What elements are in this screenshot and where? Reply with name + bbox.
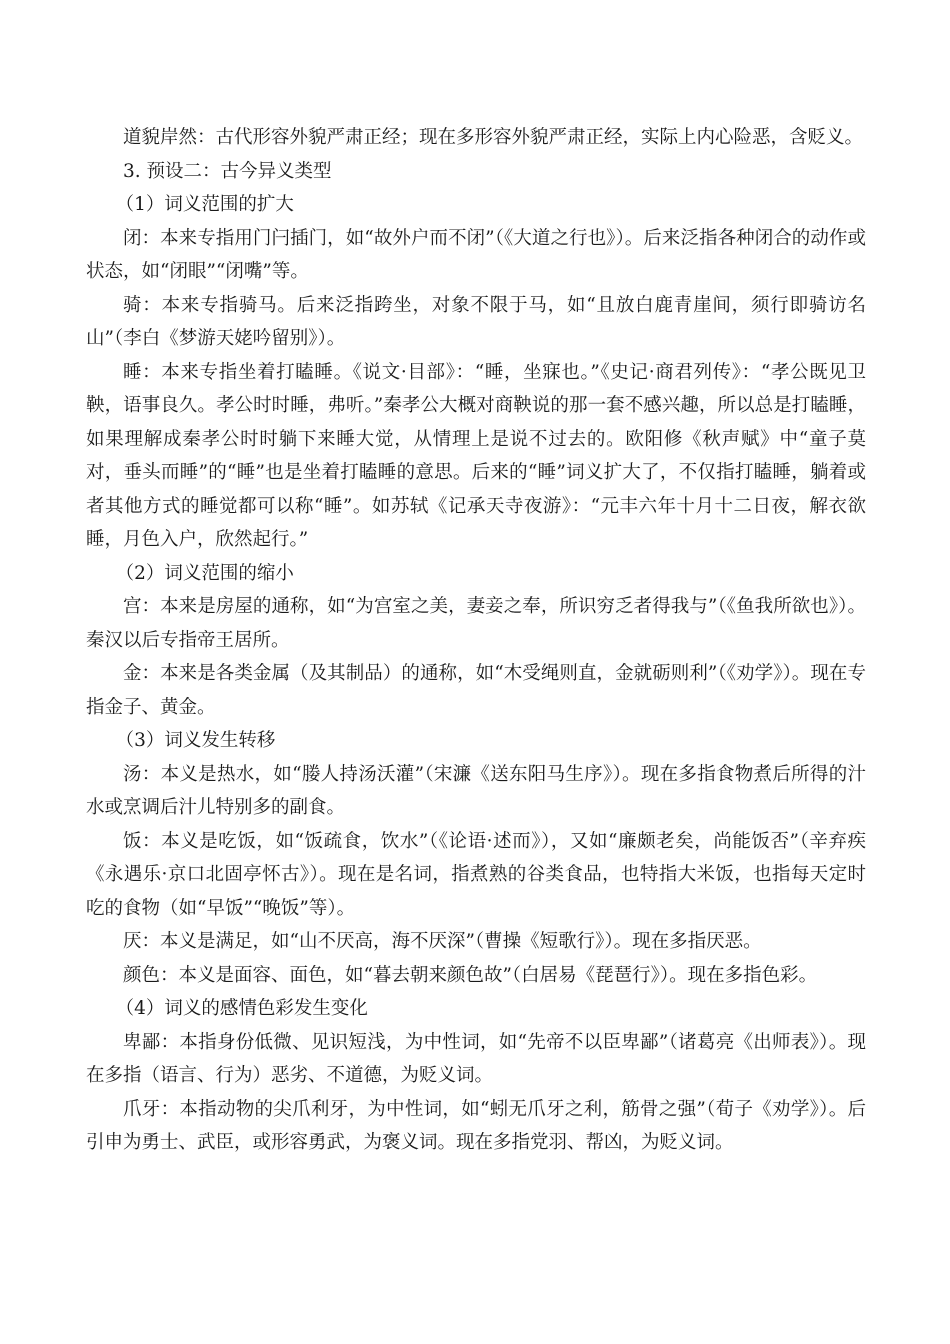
subheading-meaning-narrowing: （2）词义范围的缩小 xyxy=(115,562,294,584)
document-body xyxy=(86,121,866,1160)
paragraph-gong: 宫：本来是房屋的通称，如“为宫室之美，妻妾之奉，所识穷乏者得我与”（《鱼我所欲也》）。秦汉以后专指帝王居所。 xyxy=(86,596,866,651)
paragraph-tang: 汤：本义是热水，如“媵人持汤沃灌”（宋濂《送东阳马生序》）。现在多指食物煮后所得的汁水或烹调后汁儿特别多的副食。 xyxy=(86,763,866,818)
subheading-meaning-shift: （3）词义发生转移 xyxy=(115,730,276,751)
subheading-emotional-color-change: （4）词义的感情色彩发生变化 xyxy=(115,998,368,1019)
paragraph-fan: 饭：本义是吃饭，如“饭疏食，饮水”（《论语·述而》），又如“廉颇老矣，尚能饭否”（辛弃疾《永遇乐·京口北固亭怀古》）。现在是名词，指煮熟的谷类食品，也特指大米饭，也指每天定时吃的食物（如“早饭”“晚饭”等）。 xyxy=(86,830,866,919)
section-heading-preset-two: 3. 预设二：古今异义类型 xyxy=(123,160,332,182)
paragraph-daomaoanran: 道貌岸然：古代形容外貌严肃正经；现在多形容外貌严肃正经，实际上内心险恶，含贬义。 xyxy=(123,127,864,148)
paragraph-shui: 睡：本来专指坐着打瞌睡。《说文·目部》：“睡，坐寐也。”《史记·商君列传》：“孝公既见卫鞅，语事良久。孝公时时睡，弗听。”秦孝公大概对商鞅说的那一套不感兴趣，所以总是打瞌睡，如果理解成秦孝公时时躺下来睡大觉，从情理上是说不过去的。欧阳修《秋声赋》中“童子莫对，垂头而睡”的“睡”也是坐着打瞌睡的意思。后来的“睡”词义扩大了，不仅指打瞌睡，躺着或者其他方式的睡觉都可以称“睡”。如苏轼《记承天寺夜游》：“元丰六年十月十二日夜，解衣欲睡，月色入户，欣然起行。” xyxy=(86,361,866,550)
paragraph-yanse: 颜色：本义是面容、面色，如“暮去朝来颜色故”（白居易《琵琶行》）。现在多指色彩。 xyxy=(123,964,818,986)
paragraph-qi: 骑：本来专指骑马。后来泛指跨坐，对象不限于马，如“且放白鹿青崖间，须行即骑访名山”（李白《梦游天姥吟留别》）。 xyxy=(86,294,866,349)
paragraph-zhaoya: 爪牙：本指动物的尖爪利牙，为中性词，如“蚓无爪牙之利，筋骨之强”（荀子《劝学》）。后引申为勇士、武臣，或形容勇武，为褒义词。现在多指党羽、帮凶，为贬义词。 xyxy=(86,1098,866,1153)
subheading-meaning-expansion: （1）词义范围的扩大 xyxy=(115,194,294,215)
paragraph-jin: 金：本来是各类金属（及其制品）的通称，如“木受绳则直，金就砺则利”（《劝学》）。现在专指金子、黄金。 xyxy=(86,663,866,718)
paragraph-beibi: 卑鄙：本指身份低微、见识短浅，为中性词，如“先帝不以臣卑鄙”（诸葛亮《出师表》）。现在多指（语言、行为）恶劣、不道德，为贬义词。 xyxy=(86,1031,866,1086)
paragraph-yan: 厌：本义是满足，如“山不厌高，海不厌深”（曹操《短歌行》）。现在多指厌恶。 xyxy=(123,931,762,952)
paragraph-bi: 闭：本来专指用门闩插门，如“故外户而不闭”（《大道之行也》）。后来泛指各种闭合的动作或状态，如“闭眼”“闭嘴”等。 xyxy=(86,227,866,282)
